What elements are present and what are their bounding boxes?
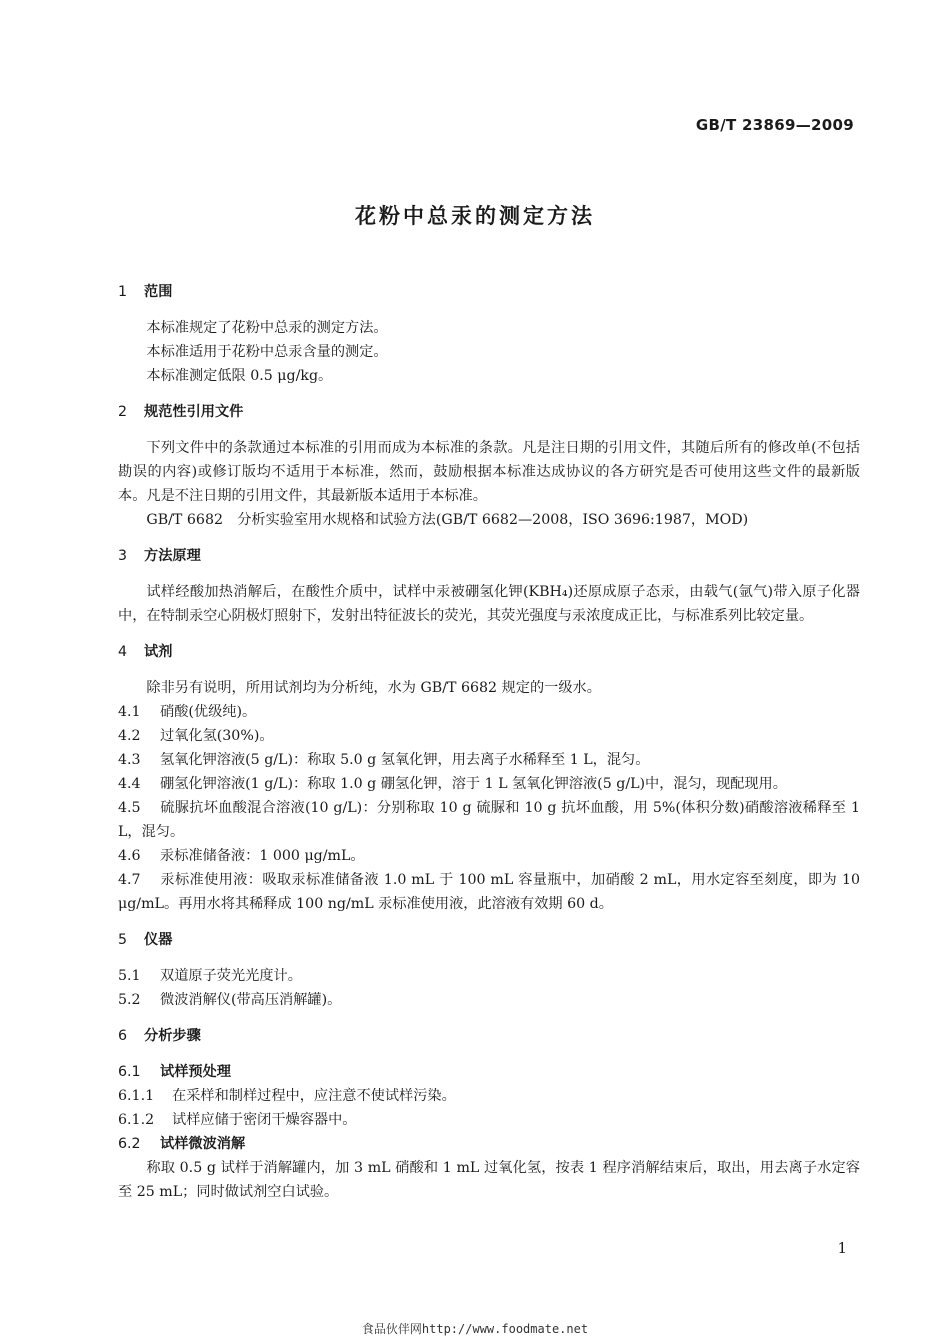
reagent-item bbox=[118, 700, 860, 724]
standard-code: GB/T 23869—2009 bbox=[695, 116, 854, 134]
section-heading-procedure bbox=[118, 1024, 860, 1048]
references-para-2: GB/T 6682 分析实验室用水规格和试验方法(GB/T 6682—2008，ISO 3696:1987，MOD) bbox=[146, 512, 749, 528]
section-heading-scope bbox=[118, 280, 860, 304]
item-number: 4.2 bbox=[118, 728, 141, 744]
item-text: 双道原子荧光光度计。 bbox=[160, 968, 302, 984]
item-number: 4.4 bbox=[118, 776, 141, 792]
document-body bbox=[118, 280, 860, 1204]
section-number: 6 bbox=[118, 1028, 128, 1044]
item-text: 氢氧化钾溶液(5 g/L)：称取 5.0 g 氢氧化钾，用去离子水稀释至 1 L，混匀。 bbox=[160, 752, 650, 768]
procedure-item bbox=[118, 1108, 860, 1132]
subsection-heading-digestion bbox=[118, 1132, 860, 1156]
section-title: 方法原理 bbox=[144, 548, 201, 564]
item-text: 硝酸(优级纯)。 bbox=[160, 704, 257, 720]
apparatus-item bbox=[118, 964, 860, 988]
item-text: 汞标准使用液：吸取汞标准储备液 1.0 mL 于 100 mL 容量瓶中，加硝酸 2 mL，用水定容至刻度，即为 10 μg/mL。再用水将其稀释成 100 ng/mL 汞标准使用液，此溶液有效期 60 d。 bbox=[118, 872, 860, 912]
procedure-item bbox=[118, 1084, 860, 1108]
scope-para-1: 本标准规定了花粉中总汞的测定方法。 bbox=[146, 320, 388, 336]
footer-watermark: 食品伙伴网http://www.foodmate.net bbox=[361, 1322, 589, 1336]
apparatus-item bbox=[118, 988, 860, 1012]
digestion-para: 称取 0.5 g 试样于消解罐内，加 3 mL 硝酸和 1 mL 过氧化氢，按表 1 程序消解结束后，取出，用去离子水定容至 25 mL；同时做试剂空白试验。 bbox=[118, 1160, 860, 1200]
references-para-1: 下列文件中的条款通过本标准的引用而成为本标准的条款。凡是注日期的引用文件，其随后所有的修改单(不包括勘误的内容)或修订版均不适用于本标准，然而，鼓励根据本标准达成协议的各方研究是否可使用这些文件的最新版本。凡是不注日期的引用文件，其最新版本适用于本标准。 bbox=[118, 440, 860, 504]
item-text: 微波消解仪(带高压消解罐)。 bbox=[160, 992, 342, 1008]
item-text: 硫脲抗坏血酸混合溶液(10 g/L)：分别称取 10 g 硫脲和 10 g 抗坏血酸，用 5%(体积分数)硝酸溶液稀释至 1 L，混匀。 bbox=[118, 800, 860, 840]
item-number: 4.3 bbox=[118, 752, 141, 768]
reagent-item bbox=[118, 796, 860, 844]
item-number: 4.6 bbox=[118, 848, 141, 864]
section-heading-apparatus bbox=[118, 928, 860, 952]
subsection-title: 试样预处理 bbox=[160, 1064, 231, 1080]
item-number: 6.2 bbox=[118, 1136, 141, 1152]
section-heading-normative-references bbox=[118, 400, 860, 424]
section-heading-reagents bbox=[118, 640, 860, 664]
section-title: 试剂 bbox=[144, 644, 173, 660]
item-number: 5.2 bbox=[118, 992, 141, 1008]
section-title: 分析步骤 bbox=[144, 1028, 201, 1044]
item-text: 在采样和制样过程中，应注意不使试样污染。 bbox=[172, 1088, 456, 1104]
section-number: 1 bbox=[118, 284, 128, 300]
scope-para-3: 本标准测定低限 0.5 μg/kg。 bbox=[146, 368, 333, 384]
section-title: 范围 bbox=[144, 284, 173, 300]
principle-para: 试样经酸加热消解后，在酸性介质中，试样中汞被硼氢化钾(KBH₄)还原成原子态汞，由载气(氩气)带入原子化器中，在特制汞空心阴极灯照射下，发射出特征波长的荧光，其荧光强度与汞浓度成正比，与标准系列比较定量。 bbox=[118, 584, 860, 624]
item-number: 6.1 bbox=[118, 1064, 141, 1080]
reagent-item bbox=[118, 748, 860, 772]
section-title: 仪器 bbox=[144, 932, 173, 948]
item-text: 试样应储于密闭干燥容器中。 bbox=[172, 1112, 357, 1128]
section-number: 2 bbox=[118, 404, 128, 420]
item-number: 4.7 bbox=[118, 872, 141, 888]
subsection-title: 试样微波消解 bbox=[160, 1136, 246, 1152]
section-number: 4 bbox=[118, 644, 128, 660]
section-number: 5 bbox=[118, 932, 128, 948]
item-number: 4.1 bbox=[118, 704, 141, 720]
reagents-intro: 除非另有说明，所用试剂均为分析纯，水为 GB/T 6682 规定的一级水。 bbox=[146, 680, 601, 696]
section-number: 3 bbox=[118, 548, 128, 564]
section-heading-principle bbox=[118, 544, 860, 568]
document-title: 花粉中总汞的测定方法 bbox=[355, 204, 595, 228]
item-number: 4.5 bbox=[118, 800, 141, 816]
item-number: 6.1.2 bbox=[118, 1112, 155, 1128]
item-text: 汞标准储备液：1 000 μg/mL。 bbox=[160, 848, 365, 864]
scope-para-2: 本标准适用于花粉中总汞含量的测定。 bbox=[146, 344, 388, 360]
page-number: 1 bbox=[837, 1239, 847, 1257]
reagent-item bbox=[118, 844, 860, 868]
reagent-item bbox=[118, 868, 860, 916]
item-text: 硼氢化钾溶液(1 g/L)：称取 1.0 g 硼氢化钾，溶于 1 L 氢氧化钾溶液(5 g/L)中，混匀，现配现用。 bbox=[160, 776, 787, 792]
section-title: 规范性引用文件 bbox=[144, 404, 244, 420]
item-text: 过氧化氢(30%)。 bbox=[160, 728, 274, 744]
item-number: 5.1 bbox=[118, 968, 141, 984]
subsection-heading-pretreatment bbox=[118, 1060, 860, 1084]
reagent-item bbox=[118, 724, 860, 748]
item-number: 6.1.1 bbox=[118, 1088, 155, 1104]
reagent-item bbox=[118, 772, 860, 796]
